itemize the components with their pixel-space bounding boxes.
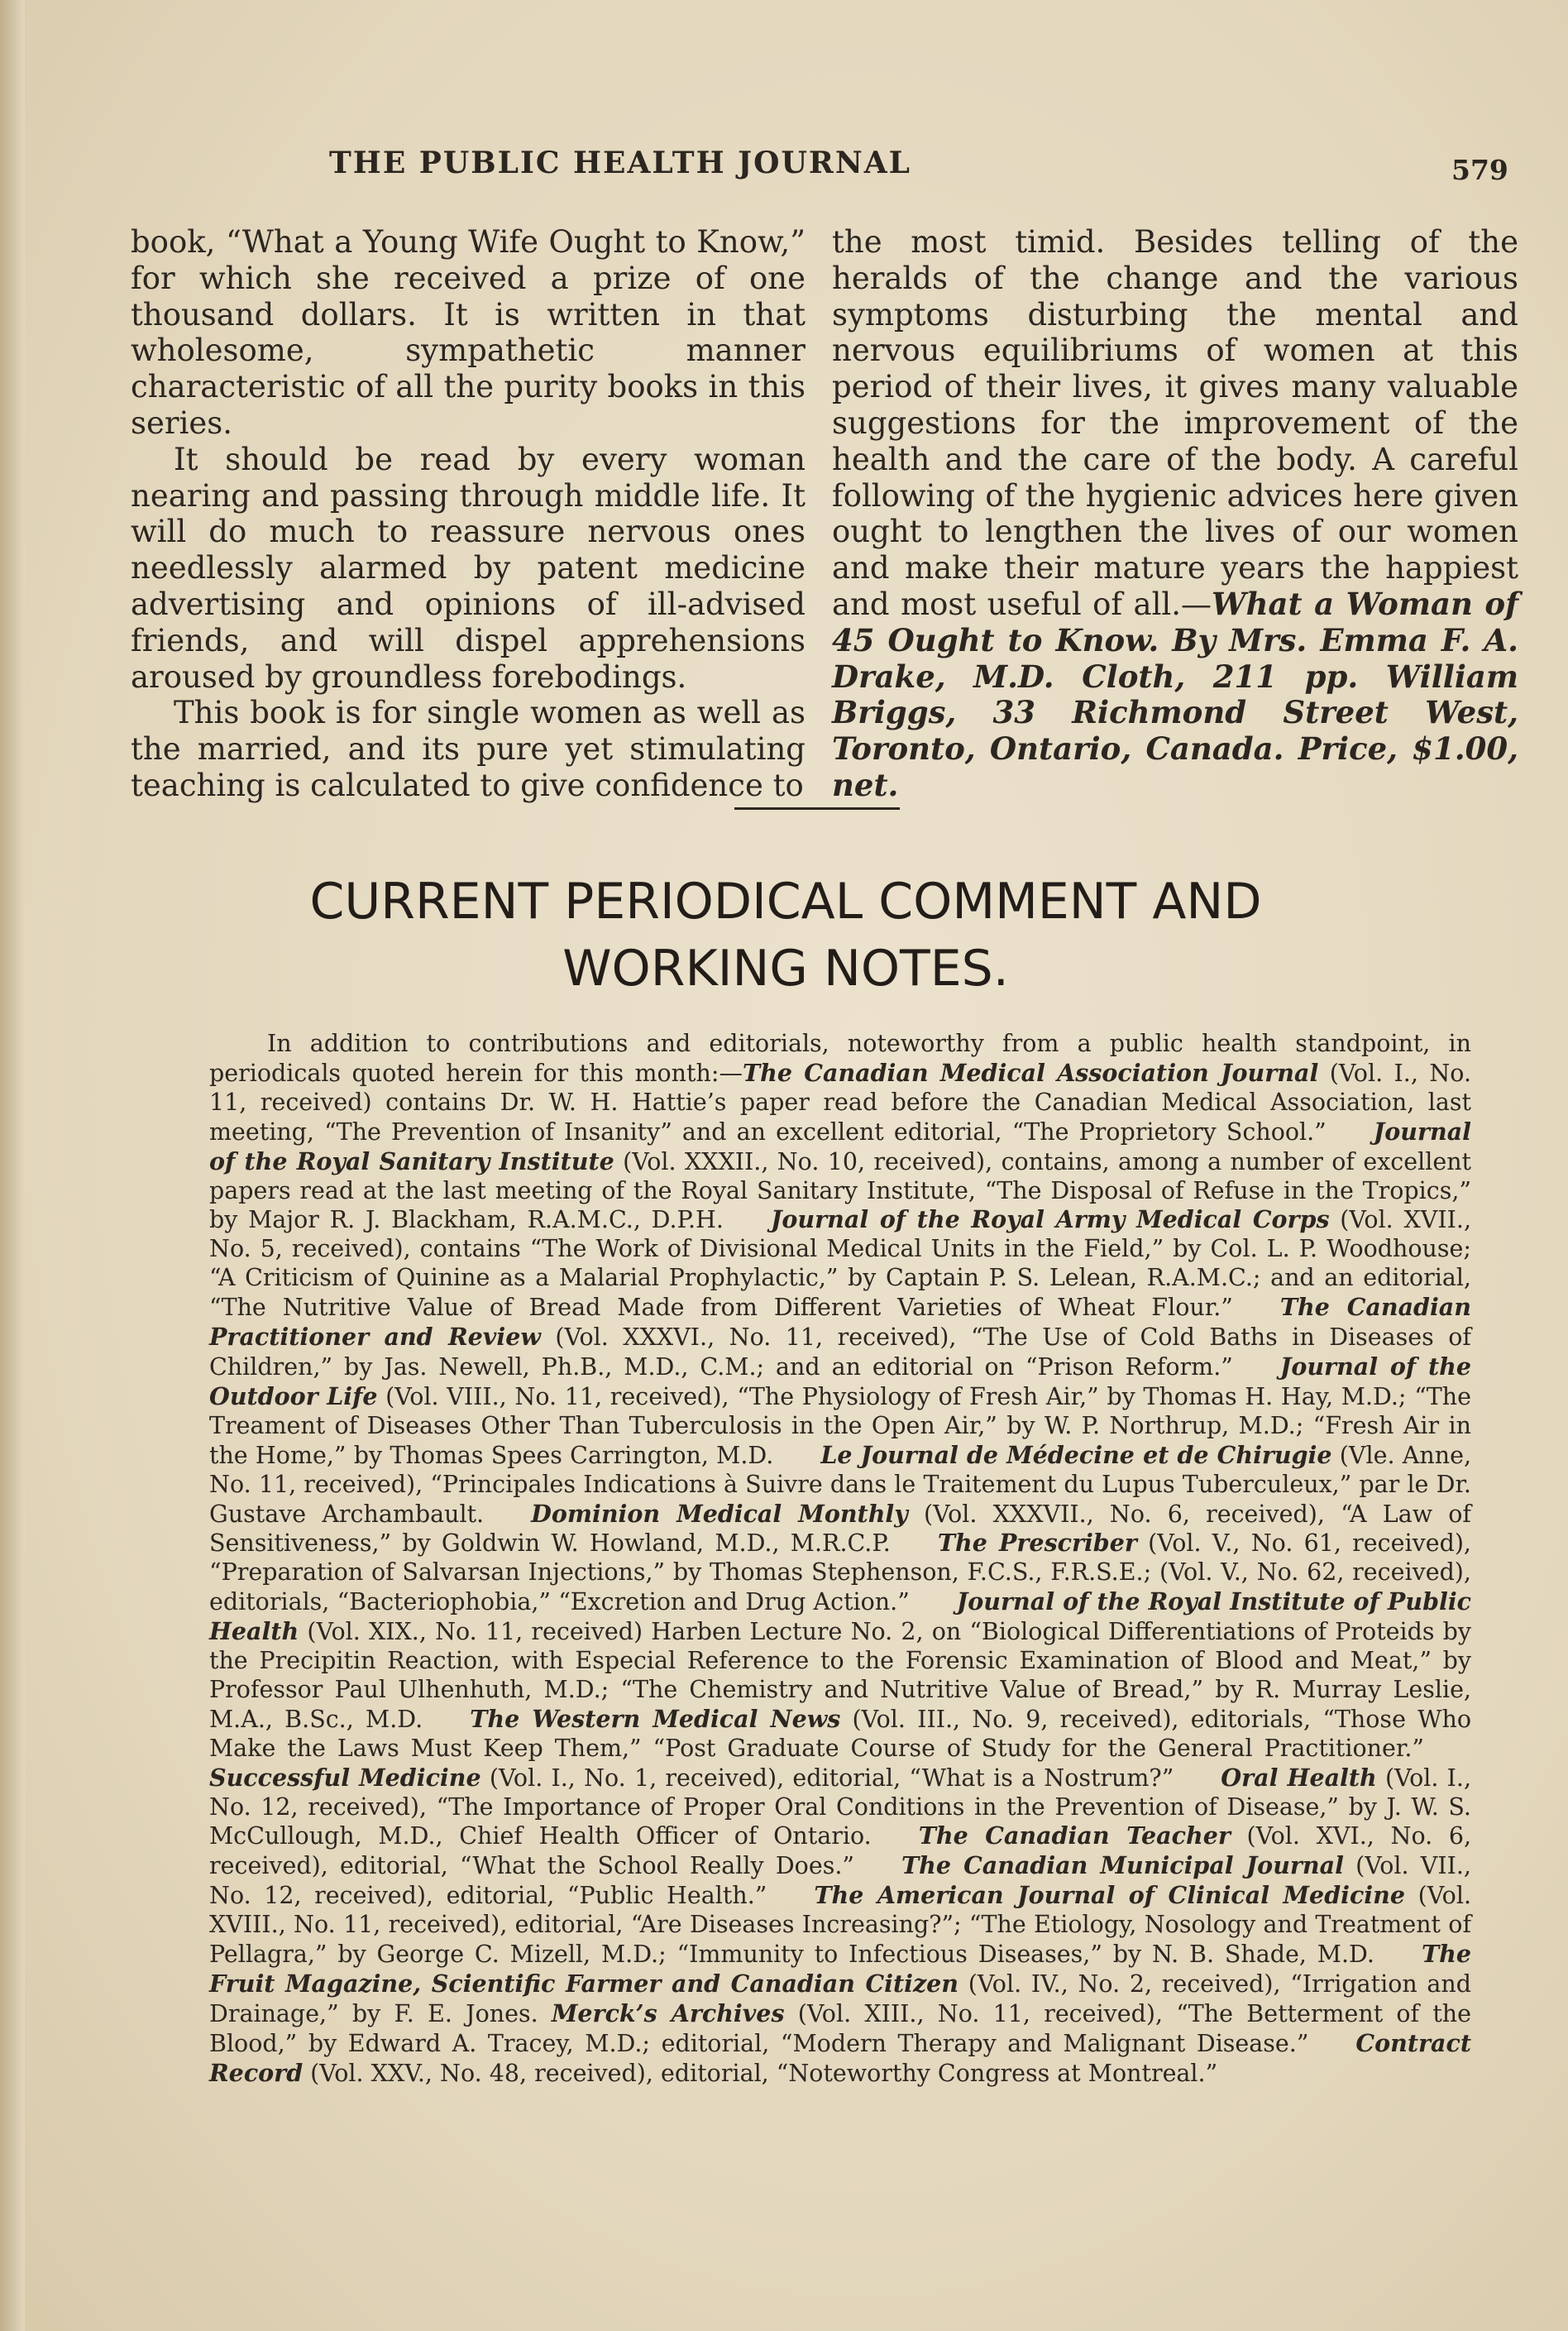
section-divider [734, 807, 900, 810]
note-text: (Vol. XVI., No. 6, received), editorial, “What the School Really Does.” [209, 1822, 1472, 1880]
note-text: (Vol. I., No. 11, received) contains Dr. W. H. Hattie’s paper read before the Canadian Medical Association, last meeting, “The Prevention of Insanity” and an excellent editorial, “The Proprietory School.” [209, 1059, 1471, 1146]
journal-title: Contract Record [209, 2028, 1471, 2087]
journal-title: Successful Medicine [209, 1763, 481, 1792]
journal-title: Merck’s Archives [551, 1998, 785, 2027]
journal-title: The American Journal of Clinical Medicine [814, 1881, 1405, 1910]
note-text: (Vol. XXV., No. 48, received), editorial, “Noteworthy Congress at Montreal.” [303, 2059, 1218, 2087]
journal-title: The Canadian Teacher [918, 1821, 1231, 1850]
running-title: THE PUBLIC HEALTH JOURNAL [329, 146, 911, 180]
note-text: (Vol. XIX., No. 11, received) Harben Lecture No. 2, on “Biological Differentiations of Proteids by the Precipitin Reaction, with Especial Reference to the Forensic Examination of Blood and Meat,” by Professor Paul Ulhenhuth, M.D.; “The Chemistry and Nutritive Value of Bread,” by R. Murray Leslie, M.A., B.Sc., M.D. [209, 1618, 1471, 1733]
note-text: (Vol. VII., No. 12, received), editorial, “Public Health.” [209, 1852, 1471, 1910]
section-title [165, 869, 1406, 1003]
journal-title: The Western Medical News [470, 1704, 841, 1733]
book-reference: What a Woman of 45 Ought to Know. By Mrs. Emma F. A. Drake, M.D. Cloth, 211 pp. William Briggs, 33 Richmond Street West, Toronto, Ontario, Canada. Price, $1.00, net. [832, 585, 1518, 803]
right-paragraph [832, 224, 1518, 804]
note-text: (Vol. III., No. 9, received), editorials, “Those Who Make the Laws Must Keep Them,” “Post Graduate Course of Study for the General Practitioner.” [209, 1705, 1471, 1762]
note-text: (Vol. XVII., No. 5, received), contains “The Work of Divisional Medical Units in the Field,” by Col. L. P. Woodhouse; “A Criticism of Quinine as a Malarial Prophylactic,” by Captain P. S. Lelean, R.A.M.C.; and an editorial, “The Nutritive Value of Bread Made from Different Varieties of Wheat Flour.” [209, 1206, 1472, 1322]
journal-title: Le Journal de Médecine et de Chirugie [820, 1440, 1332, 1469]
note-text: (Vol. XXXII., No. 10, received), contains, among a number of excellent papers read at the last meeting of the Royal Sanitary Institute, “The Disposal of Refuse in the Tropics,” by Major R. J. Blackham, R.A.M.C., D.P.H. [209, 1147, 1472, 1234]
journal-title: Journal of the Royal Sanitary Institute [209, 1117, 1471, 1175]
note-text: (Vol. I., No. 12, received), “The Importance of Proper Oral Conditions in the Prevention of Disease,” by J. W. S. McCullough, M.D., Chief Health Officer of Ontario. [209, 1764, 1472, 1850]
note-text: (Vol. V., No. 61, received), “Preparation of Salvarsan Injections,” by Thomas Stephenson, F.C.S., F.R.S.E.; (Vol. V., No. 62, received), editorials, “Bacteriophobia,” “Excretion and Drug Action.” [209, 1529, 1471, 1616]
journal-title: Journal of the Royal Institute of Public Health [209, 1587, 1471, 1646]
journal-title: The Canadian Medical Association Journal [742, 1058, 1319, 1087]
journal-title: Journal of the Royal Army Medical Corps [770, 1205, 1330, 1234]
note-text: (Vol. XVIII., No. 11, received), editorial, “Are Diseases Increasing?”; “The Etiology, Nosology and Treatment of Pellagra,” by George C. Mizell, M.D.; “Immunity to Infectious Diseases,” by N. B. Shade, M.D. [209, 1882, 1471, 1969]
note-text: (Vol. XXXVII., No. 6, received), “A Law of Sensitiveness,” by Goldwin W. Howland, M.D., M.R.C.P. [209, 1500, 1471, 1558]
note-text: (Vol. IV., No. 2, received), “Irrigation and Drainage,” by F. E. Jones. [209, 1970, 1471, 2027]
left-paragraph-1: book, “What a Young Wife Ought to Know,” for which she received a prize of one thousand dollars. It is written in that wholesome, sympathetic manner characteristic of all the purity books in this series. [131, 224, 806, 441]
right-column [832, 224, 1518, 804]
journal-title: The Canadian Municipal Journal [901, 1851, 1344, 1880]
left-paragraph-3: This book is for single women as well as the married, and its pure yet stimulating teaching is calculated to give confidence to [131, 695, 806, 803]
left-column [131, 224, 806, 804]
journal-title: Oral Health [1221, 1763, 1377, 1792]
note-text: (Vol. I., No. 1, received), editorial, “What is a Nostrum?” [480, 1764, 1221, 1792]
note-text: (Vol. XIII., No. 11, received), “The Betterment of the Blood,” by Edward A. Tracey, M.D.; editorial, “Modern Therapy and Malignant Disease.” [209, 1999, 1471, 2057]
journal-title: Dominion Medical Monthly [531, 1499, 908, 1528]
page-number: 579 [1451, 154, 1508, 186]
right-paragraph-text: the most timid. Besides telling of the heralds of the change and the various symptoms disturbing the mental and nervous equilibriums of women at this period of their lives, it gives many valuable suggestions for the improvement of the health and the care of the body. A careful following of the hygienic advices here given ought to lengthen the lives of our women and make their mature years the happiest and most useful of all.— [832, 224, 1518, 622]
note-text: (Vol. VIII., No. 11, received), “The Physiology of Fresh Air,” by Thomas H. Hay, M.D.; “The Treament of Diseases Other Than Tuberculosis in the Open Air,” by W. P. Northrup, M.D.; “Fresh Air in the Home,” by Thomas Spees Carrington, M.D. [209, 1382, 1471, 1469]
section-title-line-2: WORKING NOTES. [562, 940, 1009, 998]
binding-gutter [0, 0, 25, 2331]
periodical-notes [209, 1030, 1471, 2089]
left-paragraph-2: It should be read by every woman nearing and passing through middle life. It will do much to reassure nervous ones needlessly alarmed by patent medicine advertising and opinions of ill-advised friends, and will dispel apprehensions aroused by groundless forebodings. [131, 441, 806, 695]
note-text: In addition to contributions and editorials, noteworthy from a public health standpoint, in periodicals quoted herein for this month:— [209, 1030, 1471, 1087]
note-text: (Vle. Anne, No. 11, received), “Principales Indications à Suivre dans le Traitement du Lupus Tuberculeux,” par le Dr. Gustave Archambault. [209, 1441, 1472, 1528]
note-text: (Vol. XXXVI., No. 11, received), “The Use of Cold Baths in Diseases of Children,” by Jas. Newell, Ph.B., M.D., C.M.; and an editorial on “Prison Reform.” [209, 1323, 1471, 1381]
journal-title: The Fruit Magazine, Scientific Farmer and Canadian Citizen [209, 1940, 1471, 1998]
journal-title: Journal of the Outdoor Life [209, 1352, 1471, 1410]
section-title-line-1: CURRENT PERIODICAL COMMENT AND [309, 873, 1262, 931]
journal-title: The Canadian Practitioner and Review [209, 1293, 1471, 1352]
journal-title: The Prescriber [937, 1529, 1137, 1558]
